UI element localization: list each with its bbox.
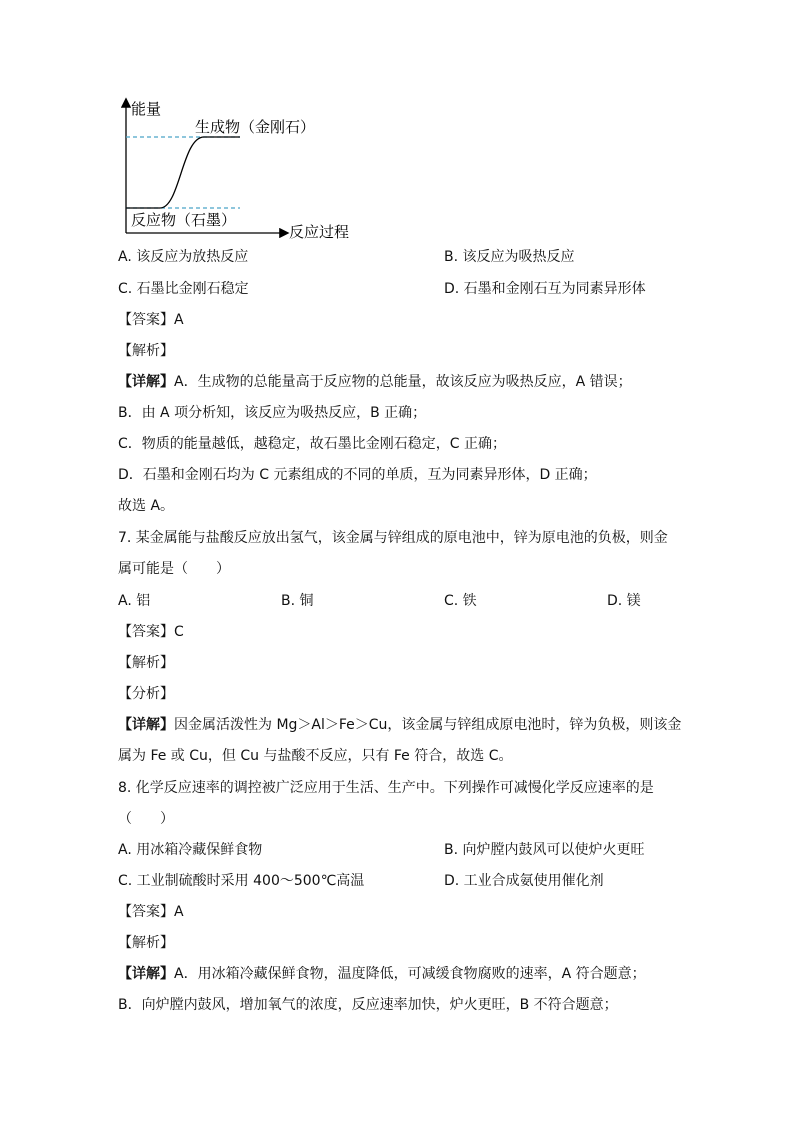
q6-detail-line-4: D．石墨和金刚石均为 C 元素组成的不同的单质，互为同素异形体，D 正确； [118, 467, 597, 483]
q8-stem-line-1: 8. 化学反应速率的调控被广泛应用于生活、生产中。下列操作可减慢化学反应速率的是 [118, 780, 654, 796]
q6-detail-line-2: B．由 A 项分析知，该反应为吸热反应，B 正确； [118, 405, 427, 421]
q6-option-b: B. 该反应为吸热反应 [444, 249, 575, 265]
q8-detail-tag: 【详解】 [118, 966, 174, 982]
q8-option-d: D. 工业合成氨使用催化剂 [444, 873, 604, 889]
q7-answer: 【答案】C [118, 624, 184, 640]
product-label: 生成物（金刚石） [195, 118, 316, 136]
q8-option-b: B. 向炉膛内鼓风可以使炉火更旺 [444, 842, 645, 858]
q7-detail-tag: 【详解】 [118, 717, 174, 733]
q6-option-c: C. 石墨比金刚石稳定 [118, 281, 249, 297]
q7-detail-line-2: 属为 Fe 或 Cu，但 Cu 与盐酸不反应，只有 Fe 符合，故选 C。 [118, 748, 513, 764]
q7-stem-line-2: 属可能是（ ） [118, 561, 230, 577]
q6-conclusion: 故选 A。 [118, 498, 175, 514]
reactant-label: 反应物（石墨） [131, 211, 237, 229]
q7-option-b: B. 铜 [281, 593, 314, 609]
q8-option-c: C. 工业制硫酸时采用 400～500℃高温 [118, 873, 365, 889]
q6-detail-line-3: C．物质的能量越低，越稳定，故石墨比金刚石稳定，C 正确； [118, 436, 506, 452]
q8-detail-text-1: A．用冰箱冷藏保鲜食物，温度降低，可减缓食物腐败的速率，A 符合题意； [174, 966, 646, 982]
q7-option-c: C. 铁 [444, 593, 477, 609]
q8-stem-line-2: （ ） [118, 811, 174, 827]
q6-detail-line-1 [118, 372, 632, 392]
q7-stem-line-1: 7. 某金属能与盐酸反应放出氢气，该金属与锌组成的原电池中，锌为原电池的负极，则金 [118, 530, 668, 546]
q7-analysis-label: 【解析】 [118, 655, 174, 671]
energy-curve [126, 137, 240, 208]
q6-option-a: A. 该反应为放热反应 [118, 249, 249, 265]
q7-option-d: D. 镁 [607, 593, 641, 609]
q6-analysis-label: 【解析】 [118, 343, 174, 359]
q7-detail-line-1 [118, 715, 681, 735]
q8-detail-line-1 [118, 964, 646, 984]
x-axis-label: 反应过程 [289, 223, 350, 241]
q8-detail-line-2: B．向炉膛内鼓风，增加氧气的浓度，反应速率加快，炉火更旺，B 不符合题意； [118, 997, 618, 1013]
q8-option-a: A. 用冰箱冷藏保鲜食物 [118, 842, 263, 858]
q8-answer: 【答案】A [118, 904, 184, 920]
q6-detail-text-1: A．生成物的总能量高于反应物的总能量，故该反应为吸热反应，A 错误； [174, 374, 632, 390]
q6-option-d: D. 石墨和金刚石互为同素异形体 [444, 281, 646, 297]
y-axis-label: 能量 [131, 100, 162, 118]
q8-analysis-label: 【解析】 [118, 935, 174, 951]
q7-option-a: A. 铝 [118, 593, 151, 609]
energy-diagram [0, 0, 794, 250]
q6-detail-tag: 【详解】 [118, 374, 174, 390]
q7-detail-text-1: 因金属活泼性为 Mg＞Al＞Fe＞Cu，该金属与锌组成原电池时，锌为负极，则该金 [174, 717, 682, 733]
q7-fenxi-label: 【分析】 [118, 686, 174, 702]
q6-answer: 【答案】A [118, 312, 184, 328]
